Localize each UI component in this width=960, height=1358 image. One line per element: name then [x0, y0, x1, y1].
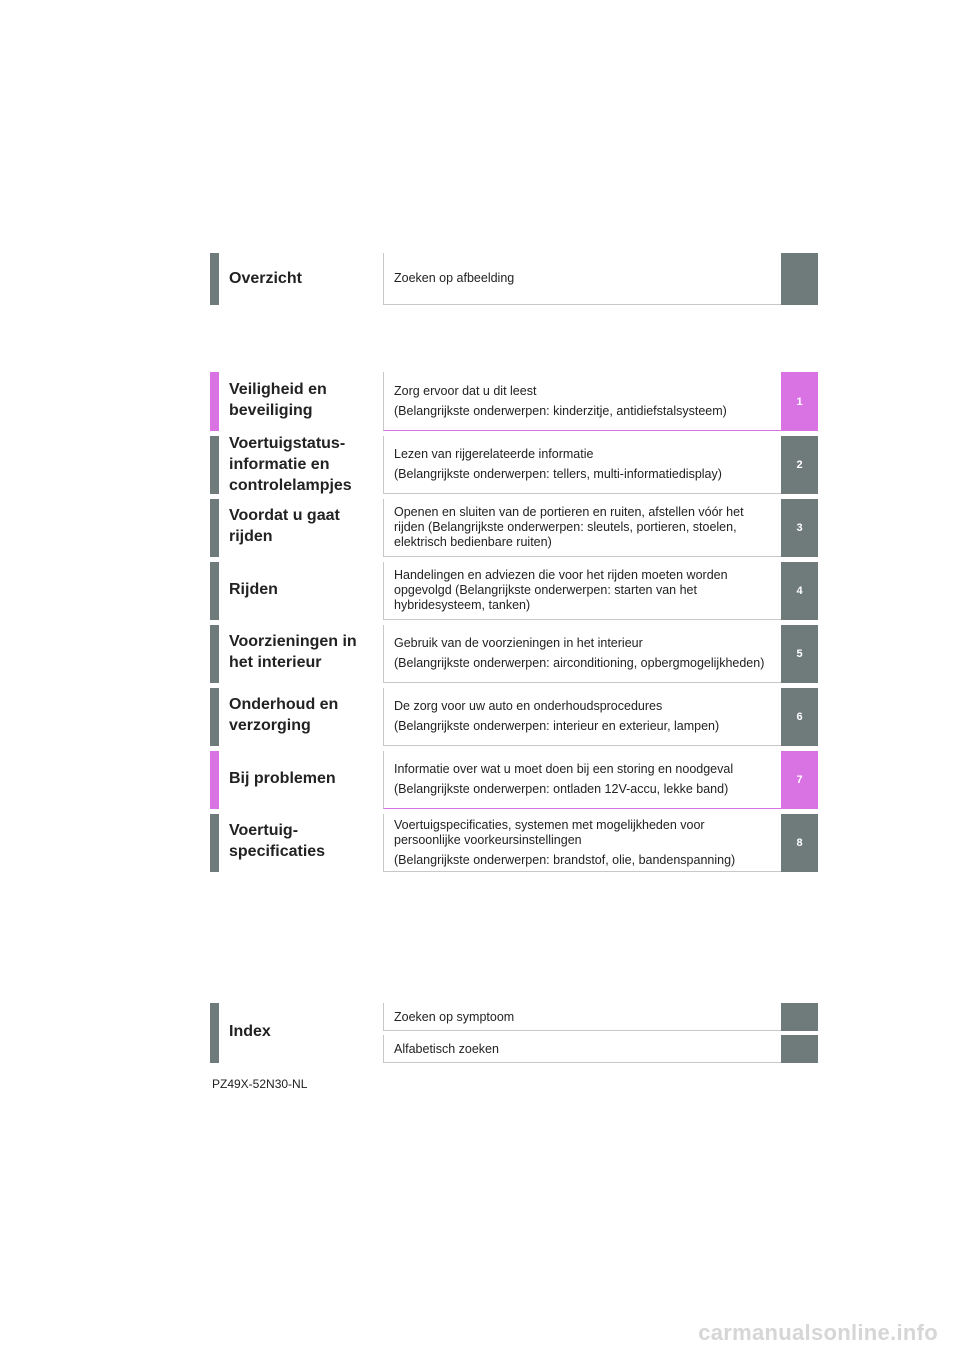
- chapter-row-8[interactable]: [210, 814, 818, 872]
- index-row[interactable]: [210, 1003, 818, 1063]
- chapter-description-line: (Belangrijkste onderwerpen: interieur en exterieur, lampen): [394, 719, 720, 733]
- chapter-tab-7[interactable]: 7: [781, 751, 818, 809]
- chapter-tab-6[interactable]: 6: [781, 688, 818, 746]
- chapter-description-line: Lezen van rijgerelateerde informatie: [394, 447, 594, 461]
- chapter-description-line: (Belangrijkste onderwerpen: tellers, multi-informatiedisplay): [394, 467, 722, 481]
- chapter-description[interactable]: [383, 751, 781, 809]
- index-item-symptom[interactable]: Zoeken op symptoom: [383, 1003, 781, 1031]
- overview-description[interactable]: [383, 253, 781, 305]
- chapter-title: Voertuigstatus-informatie en controlelampjes: [229, 435, 352, 494]
- chapter-description[interactable]: [383, 814, 781, 872]
- chapter-side-bar: [210, 562, 219, 620]
- chapter-description[interactable]: [383, 625, 781, 683]
- chapter-description-line: Zorg ervoor dat u dit leest: [394, 383, 537, 398]
- chapter-side-bar: [210, 372, 219, 431]
- chapter-side-bar: [210, 814, 219, 872]
- chapter-tab-4[interactable]: 4: [781, 562, 818, 620]
- chapter-row-7[interactable]: [210, 751, 818, 809]
- chapter-description-line: (Belangrijkste onderwerpen: ontladen 12V-accu, lekke band): [394, 782, 729, 796]
- chapter-tab-1[interactable]: 1: [781, 372, 818, 431]
- watermark: carmanualsonline.info: [698, 1320, 938, 1345]
- chapter-description-line: Handelingen en adviezen die voor het rijden moeten worden opgevolgd (Belangrijkste onderwerpen: starten van het hybridesysteem, tanken): [394, 568, 728, 612]
- chapter-row-6[interactable]: [210, 688, 818, 746]
- chapter-description-line: (Belangrijkste onderwerpen: brandstof, olie, bandenspanning): [394, 852, 736, 867]
- chapter-tab-2[interactable]: 2: [781, 436, 818, 494]
- overview-row[interactable]: [210, 253, 818, 305]
- overview-tab[interactable]: [781, 253, 818, 305]
- chapter-title: Bij problemen: [229, 770, 336, 787]
- chapter-row-3[interactable]: [210, 499, 818, 557]
- chapter-title: Veiligheid en beveiliging: [229, 381, 327, 419]
- chapter-side-bar: [210, 688, 219, 746]
- chapter-description-line: (Belangrijkste onderwerpen: kinderzitje, antidiefstalsysteem): [394, 403, 727, 418]
- chapter-description-line: Voertuigspecificaties, systemen met mogelijkheden voor persoonlijke voorkeursinstellingen: [394, 817, 705, 847]
- chapter-tab-8[interactable]: 8: [781, 814, 818, 872]
- chapter-description[interactable]: [383, 499, 781, 557]
- chapter-side-bar: [210, 625, 219, 683]
- chapter-description[interactable]: [383, 436, 781, 494]
- document-code: PZ49X-52N30-NL: [212, 1077, 308, 1091]
- chapter-description[interactable]: [383, 688, 781, 746]
- index-tab-alphabetical[interactable]: [781, 1035, 818, 1063]
- chapter-title: Rijden: [229, 581, 278, 598]
- chapter-row-1[interactable]: [210, 372, 818, 431]
- chapter-title: Onderhoud en verzorging: [229, 696, 339, 734]
- chapter-description[interactable]: [383, 562, 781, 620]
- chapter-side-bar: [210, 751, 219, 809]
- index-title: Index: [229, 1023, 271, 1040]
- chapter-description[interactable]: [383, 372, 781, 431]
- chapter-row-4[interactable]: [210, 562, 818, 620]
- chapter-side-bar: [210, 436, 219, 494]
- chapter-row-5[interactable]: [210, 625, 818, 683]
- chapter-title: Voordat u gaat rijden: [229, 507, 340, 545]
- chapter-description-line: Informatie over wat u moet doen bij een storing en noodgeval: [394, 762, 734, 776]
- index-side-bar: [210, 1003, 219, 1063]
- index-tab-symptom[interactable]: [781, 1003, 818, 1031]
- chapter-description-line: Openen en sluiten van de portieren en ruiten, afstellen vóór het rijden (Belangrijkste onderwerpen: sleutels, portieren, stoelen, elektrisch bedienbare ruiten): [394, 505, 744, 549]
- chapter-description-line: (Belangrijkste onderwerpen: airconditioning, opbergmogelijkheden): [394, 656, 765, 670]
- chapter-description-line: De zorg voor uw auto en onderhoudsprocedures: [394, 699, 663, 713]
- overview-title: Overzicht: [229, 270, 302, 287]
- chapter-title: Voorzieningen in het interieur: [229, 633, 357, 671]
- chapter-tab-5[interactable]: 5: [781, 625, 818, 683]
- chapter-description-line: Gebruik van de voorzieningen in het interieur: [394, 636, 643, 650]
- chapter-row-2[interactable]: [210, 436, 818, 494]
- chapter-side-bar: [210, 499, 219, 557]
- overview-side-bar: [210, 253, 219, 305]
- chapter-tab-3[interactable]: 3: [781, 499, 818, 557]
- overview-description-text: Zoeken op afbeelding: [394, 271, 515, 285]
- index-item-alphabetical[interactable]: Alfabetisch zoeken: [383, 1035, 781, 1063]
- chapter-title: Voertuig-specificaties: [229, 822, 326, 860]
